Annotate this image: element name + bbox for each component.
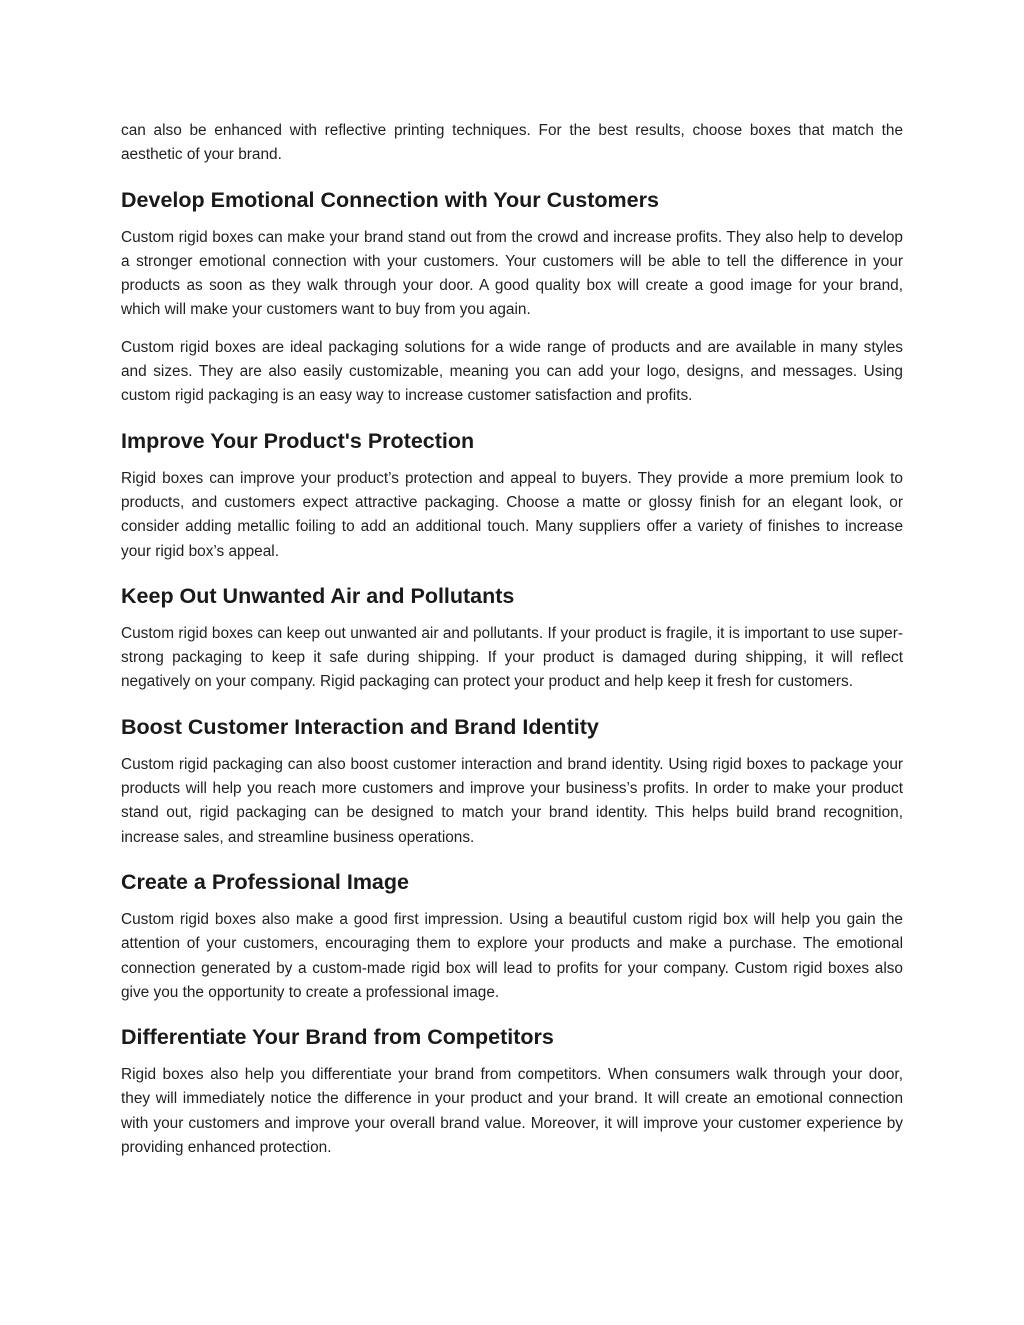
section-paragraph: Rigid boxes can improve your product’s protection and appeal to buyers. They provide a more premium look to products, and customers expect attractive packaging. Choose a matte or glossy finish for an elegant look, or consider adding metallic foiling to add an additional touch. Many suppliers offer a variety of finishes to increase your rigid box’s appeal. — [121, 469, 903, 560]
section-heading: Develop Emotional Connection with Your Customers — [121, 187, 659, 212]
section-air-pollutants — [121, 582, 903, 695]
section-differentiate-brand — [121, 1023, 903, 1160]
section-heading: Differentiate Your Brand from Competitors — [121, 1025, 554, 1050]
section-paragraph: Custom rigid packaging can also boost customer interaction and brand identity. Using rigid boxes to package your products will help you reach more customers and improve your business’s profits. In order to make your product stand out, rigid packaging can be designed to match your brand identity. This helps build brand recognition, increase sales, and streamline business operations. — [121, 755, 903, 846]
section-heading: Keep Out Unwanted Air and Pollutants — [121, 583, 515, 608]
section-product-protection — [121, 427, 903, 564]
section-heading: Create a Professional Image — [121, 869, 409, 894]
section-professional-image — [121, 868, 903, 1005]
section-paragraph: Custom rigid boxes can make your brand stand out from the crowd and increase profits. They also help to develop a stronger emotional connection with your customers. Your customers will be able to tell the difference in your products as soon as they walk through your door. A good quality box will create a good image for your brand, which will make your customers want to buy from you again. — [121, 228, 903, 319]
section-heading: Improve Your Product's Protection — [121, 428, 475, 453]
section-paragraph: Custom rigid boxes can keep out unwanted air and pollutants. If your product is fragile, it is important to use super-strong packaging to keep it safe during shipping. If your product is damaged during shipping, it will reflect negatively on your company. Rigid packaging can protect your product and help keep it fresh for customers. — [121, 624, 903, 691]
document-page — [121, 119, 903, 1173]
section-paragraph: Custom rigid boxes also make a good first impression. Using a beautiful custom rigid box will help you gain the attention of your customers, encouraging them to explore your products and make a purchase. The emotional connection generated by a custom-made rigid box will lead to profits for your company. Custom rigid boxes also give you the opportunity to create a professional image. — [121, 910, 903, 1001]
intro-paragraph: can also be enhanced with reflective printing techniques. For the best results, choose boxes that match the aesthetic of your brand. — [121, 122, 903, 164]
section-brand-identity — [121, 713, 903, 850]
section-heading: Boost Customer Interaction and Brand Identity — [121, 714, 599, 739]
section-paragraph: Rigid boxes also help you differentiate your brand from competitors. When consumers walk through your door, they will immediately notice the difference in your product and your brand. It will create an emotional connection with your customers and improve your overall brand value. Moreover, it will improve your customer experience by providing enhanced protection. — [121, 1066, 903, 1157]
section-paragraph: Custom rigid boxes are ideal packaging solutions for a wide range of products and are available in many styles and sizes. They are also easily customizable, meaning you can add your logo, designs, and messages. Using custom rigid packaging is an easy way to increase customer satisfaction and profits. — [121, 338, 903, 405]
section-emotional-connection — [121, 186, 903, 409]
